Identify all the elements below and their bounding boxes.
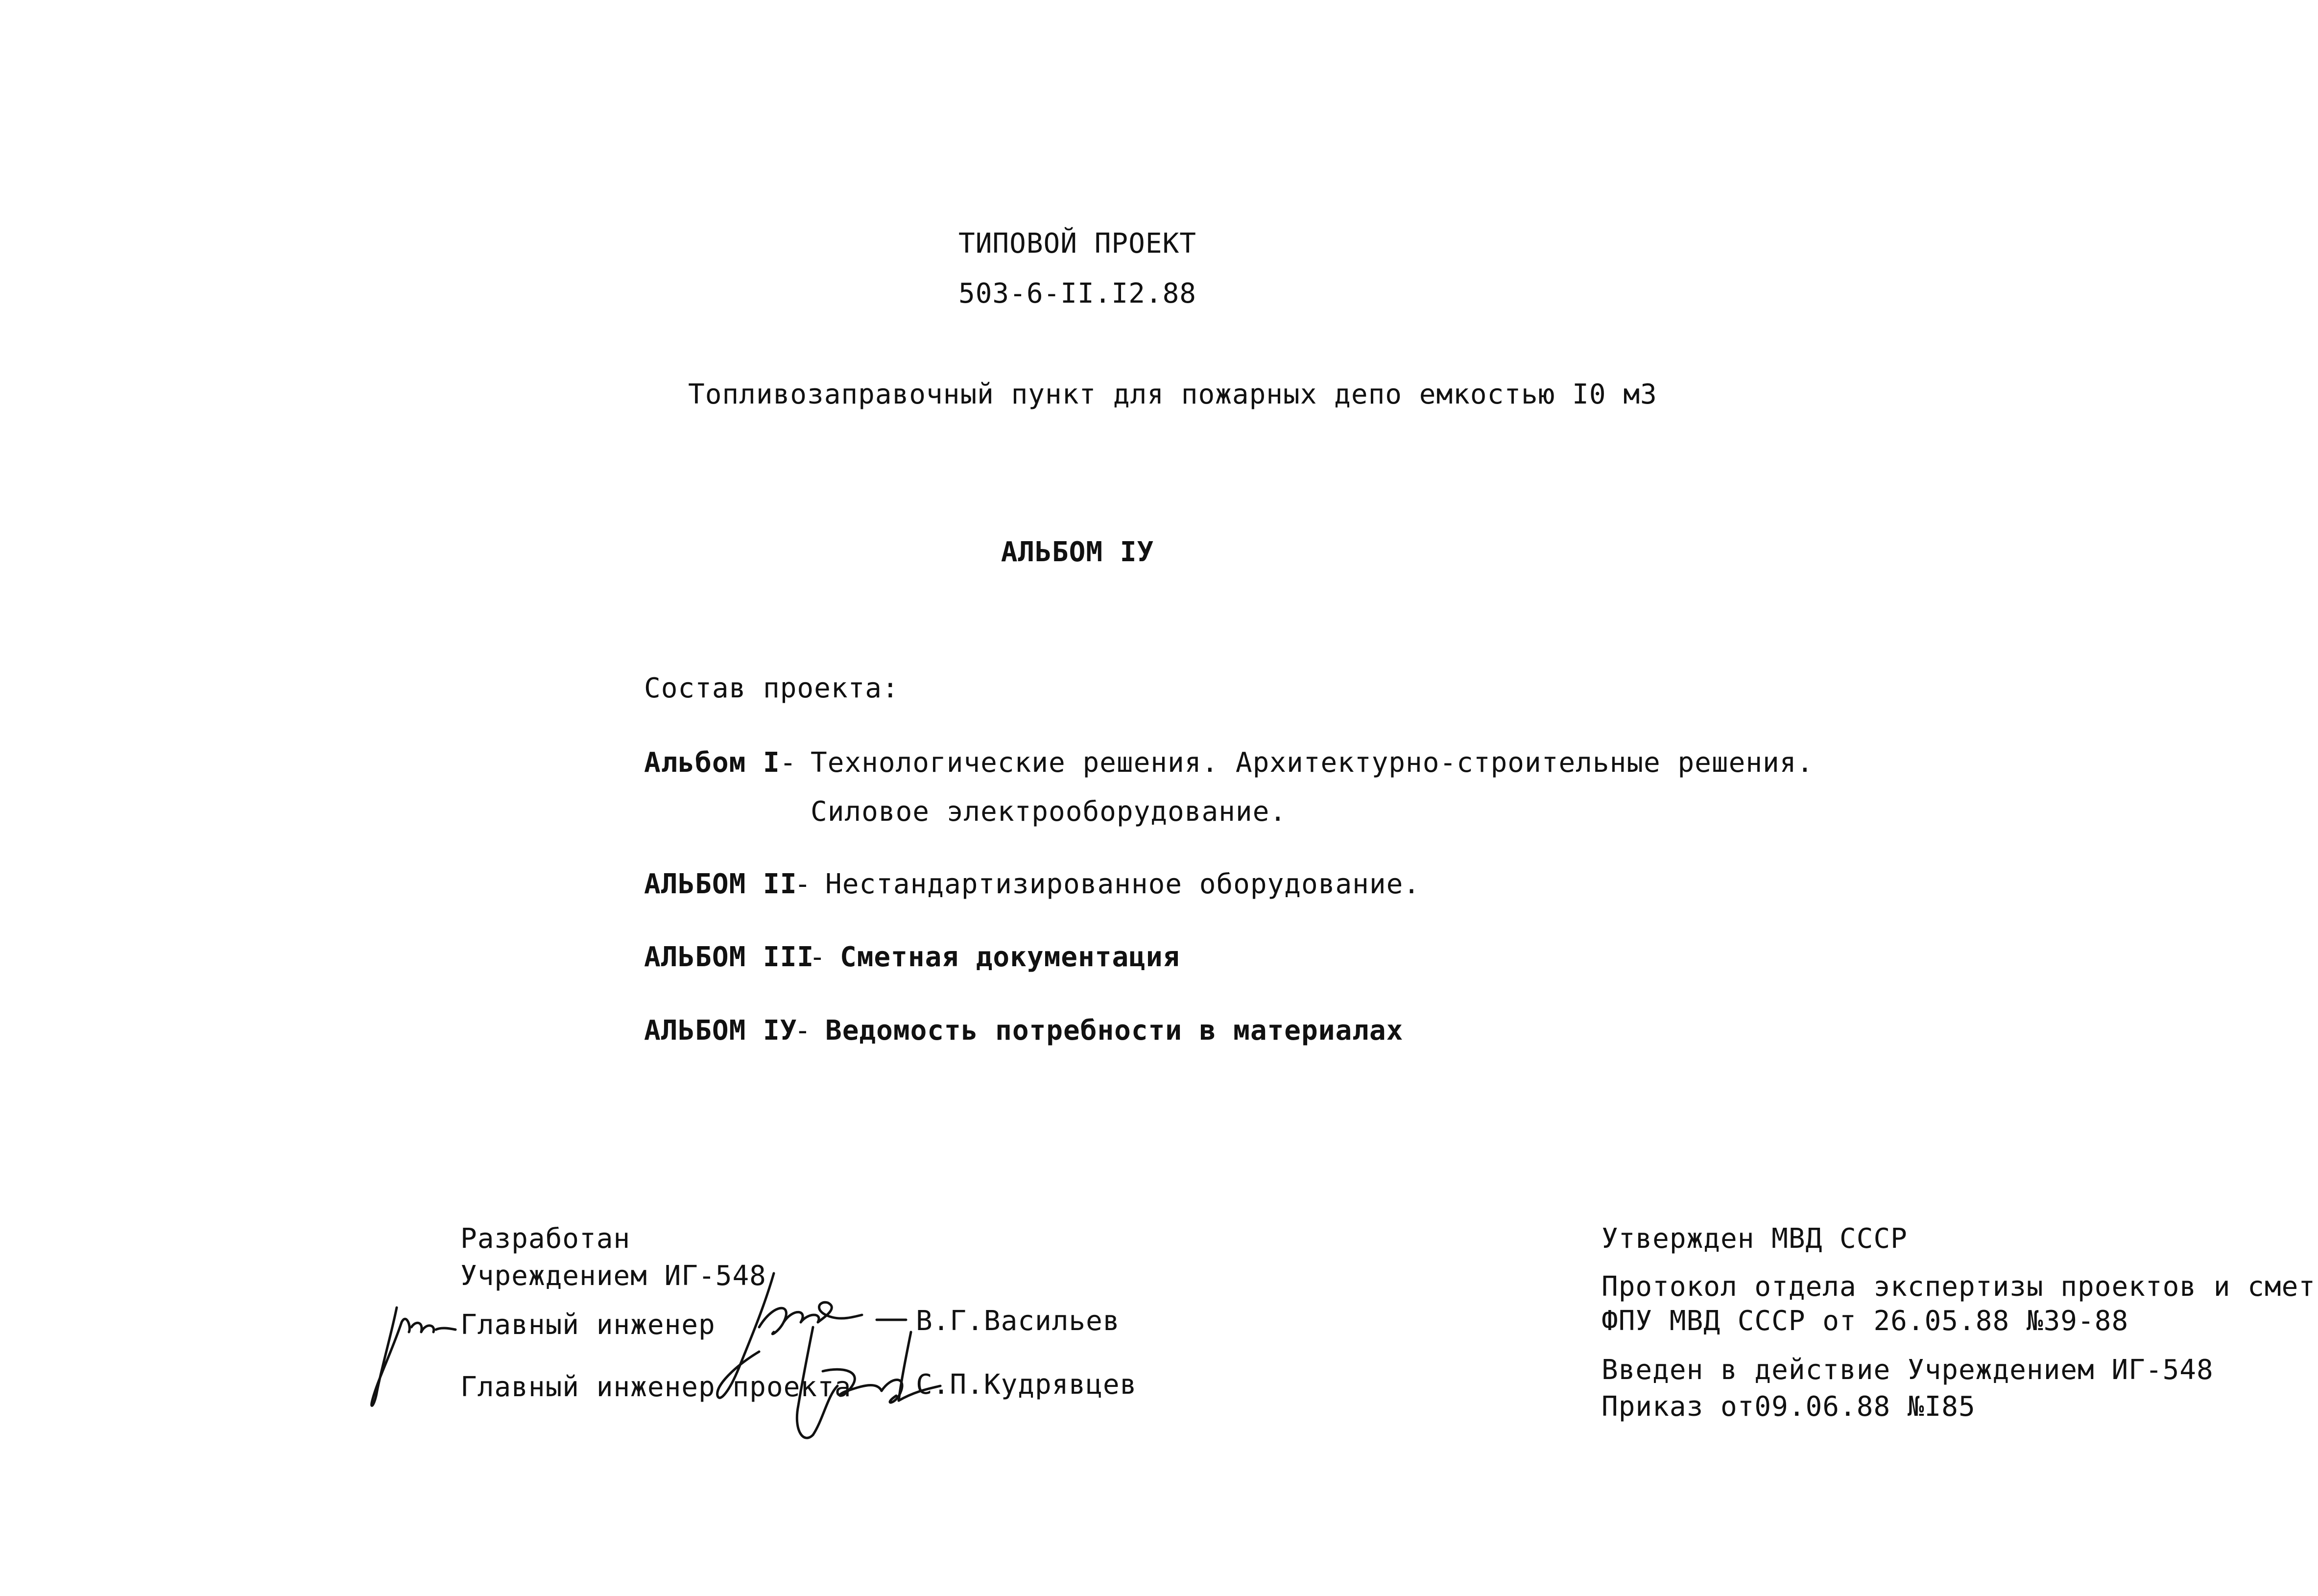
composition-heading: Состав проекта: [644,672,899,704]
album-description: Технологические решения. Архитектурно-строительные решения. [811,747,1814,779]
album-dash: - [794,868,812,900]
album-label: АЛЬБОМ IУ [644,1015,797,1047]
album-dash: - [780,747,797,779]
doc-number: 503-6-II.I2.88 [958,278,1196,310]
doc-type: ТИПОВОЙ ПРОЕКТ [958,228,1196,260]
signature-project-engineer [784,1322,945,1450]
album-title: АЛЬБОМ IУ [1001,536,1154,568]
album-description: Ведомость потребности в материалах [825,1015,1404,1047]
project-engineer-name: С.П.Кудрявцев [916,1369,1137,1401]
protocol-title: Протокол отдела экспертизы проектов и смет [1601,1271,2316,1303]
enacted-by: Введен в действие Учреждением ИГ-548 [1601,1354,2214,1386]
developed-label: Разработан [460,1223,631,1255]
album-dash: - [794,1015,812,1047]
order-reference: Приказ от09.06.88 №I85 [1601,1391,1976,1423]
album-label: АЛЬБОМ III [644,941,814,973]
album-label: Альбом I [644,747,780,779]
album-description-continuation: Силовое электрооборудование. [811,796,1287,828]
protocol-reference: ФПУ МВД СССР от 26.05.88 №39-88 [1601,1305,2129,1337]
approved-by: Утвержден МВД СССР [1601,1223,1908,1255]
developed-organization: Учреждением ИГ-548 [460,1260,766,1292]
doc-subject: Топливозаправочный пункт для пожарных депо емкостью I0 м3 [688,379,1657,410]
chief-engineer-title: Главный инженер [460,1309,716,1341]
album-description: Нестандартизированное оборудование. [825,868,1421,900]
album-label: АЛЬБОМ II [644,868,797,900]
album-description: Сметная документация [840,941,1180,973]
chief-engineer-name: В.Г.Васильев [916,1305,1120,1337]
album-dash: - [809,941,826,973]
project-engineer-title: Главный инженер проекта [460,1371,852,1403]
signature-initials [362,1293,460,1415]
